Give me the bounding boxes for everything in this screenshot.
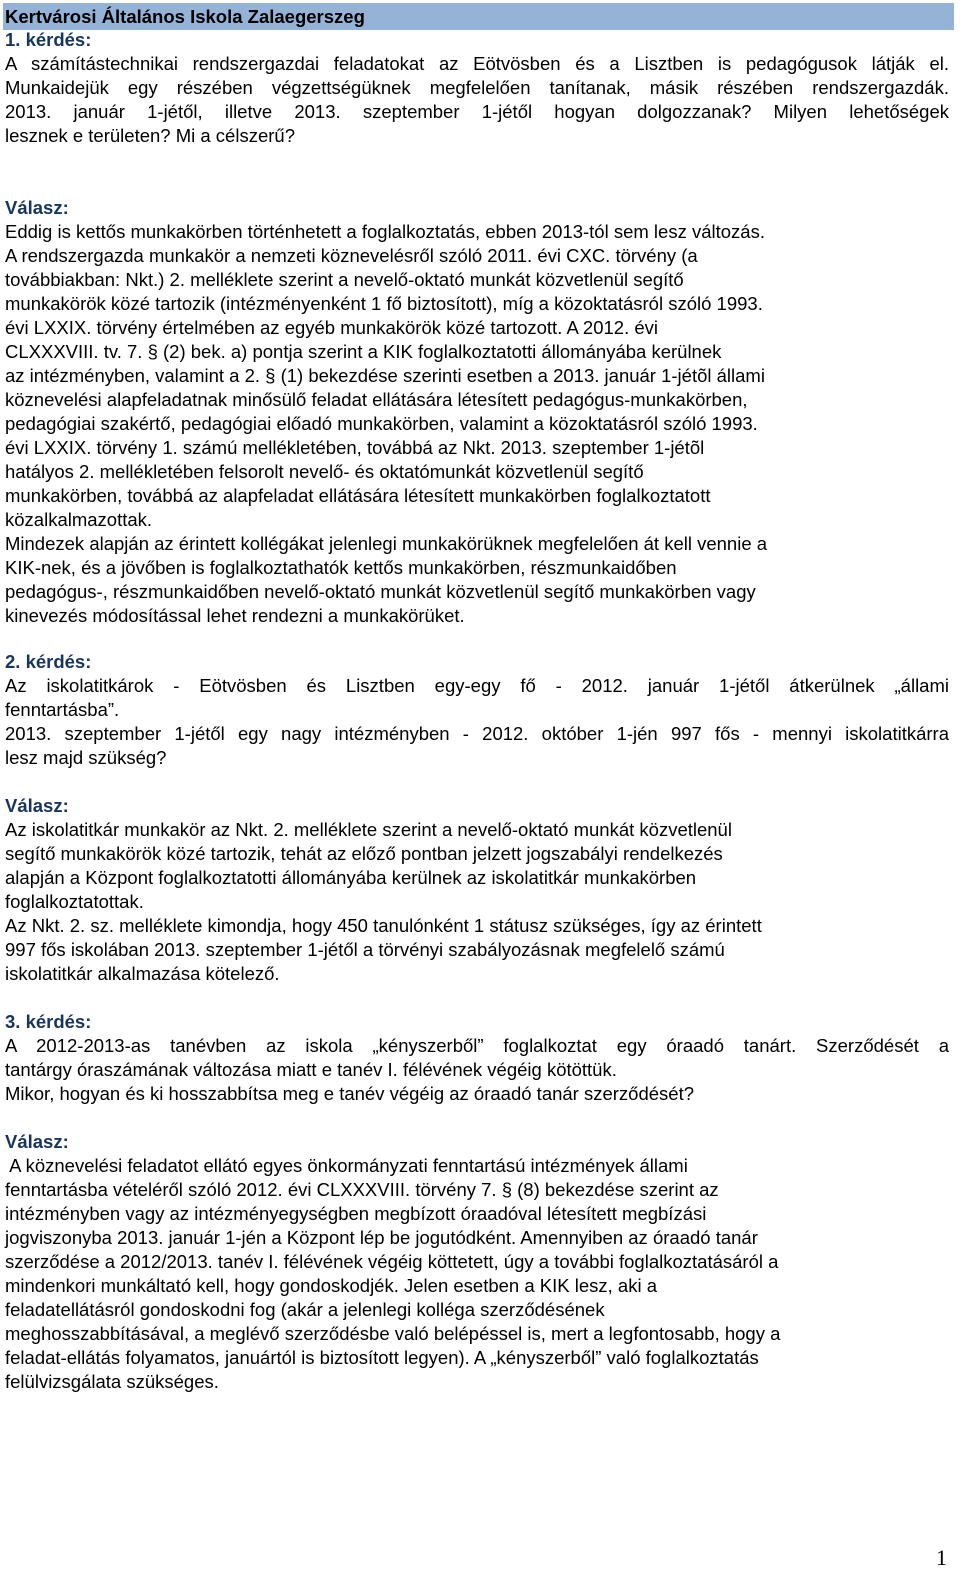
q3-answer-label: Válasz: (5, 1131, 69, 1152)
q2-answer-label: Válasz: (5, 795, 69, 816)
q1-answer-line: pedagógus-, részmunkaidőben nevelő-oktató munkát közvetlenül segítő munkakörben vagy (5, 581, 756, 602)
q1-answer-line: CLXXXVIII. tv. 7. § (2) bek. a) pontja szerint a KIK foglalkoztatotti állományába kerülnek (5, 341, 722, 362)
q1-question-line: Munkaidejük egy részében végzettségüknek megfelelően tanítanak, másik részében rendszergazdák. (5, 77, 949, 98)
q2-label: 2. kérdés: (5, 651, 92, 672)
q3-answer-line: fenntartásba vételéről szóló 2012. évi CLXXXVIII. törvény 7. § (8) bekezdése szerint az (5, 1179, 719, 1200)
page-number: 1 (936, 1545, 947, 1570)
q1-answer-line: hatályos 2. mellékletében felsorolt nevelő- és oktatómunkát közvetlenül segítő (5, 461, 644, 482)
q2-answer-line: foglalkoztatottak. (5, 891, 144, 912)
q1-answer-line: A rendszergazda munkakör a nemzeti köznevelésről szóló 2011. évi CXC. törvény (a (5, 245, 698, 266)
q3-question-line: tantárgy óraszámának változása miatt e tanév I. félévének végéig kötöttük. (5, 1059, 617, 1080)
q2-answer-line: iskolatitkár alkalmazása kötelező. (5, 963, 280, 984)
q1-question-block (5, 28, 949, 148)
q3-question-block (5, 1010, 949, 1106)
q2-answer-line: 997 fős iskolában 2013. szeptember 1-jétől a törvényi szabályozásnak megfelelő számú (5, 939, 725, 960)
q1-answer-line: köznevelési alapfeladatnak minősülő feladat ellátására létesített pedagógus-munkakörben, (5, 389, 748, 410)
q2-question-line: 2013. szeptember 1-jétől egy nagy intézményben - 2012. október 1-jén 997 fős - mennyi iskolatitkárra (5, 723, 949, 744)
q2-question-line: lesz majd szükség? (5, 747, 167, 768)
q1-answer-line: munkakörben, továbbá az alapfeladat ellátására létesített munkakörben foglalkoztatott (5, 485, 711, 506)
q2-question-line: fenntartásba”. (5, 699, 120, 720)
q1-answer-line: Mindezek alapján az érintett kollégákat jelenlegi munkakörüknek megfelelően át kell vennie a (5, 533, 768, 554)
q3-question-line: Mikor, hogyan és ki hosszabbítsa meg e tanév végéig az óraadó tanár szerződését? (5, 1083, 695, 1104)
q1-answer-line: kinevezés módosítással lehet rendezni a munkakörüket. (5, 605, 465, 626)
q1-answer-line: évi LXXIX. törvény 1. számú mellékletében, továbbá az Nkt. 2013. szeptember 1-jétõl (5, 437, 705, 458)
q3-answer-line: felülvizsgálata szükséges. (5, 1371, 219, 1392)
q3-answer-line: szerződése a 2012/2013. tanév I. félévének végéig köttetett, úgy a további foglalkoztatásáról a (5, 1251, 779, 1272)
q3-answer-line: intézményben vagy az intézményegységben megbízott óraadóval létesített megbízási (5, 1203, 707, 1224)
q3-label: 3. kérdés: (5, 1011, 92, 1032)
q1-answer-label: Válasz: (5, 197, 69, 218)
q3-question-line: A 2012-2013-as tanévben az iskola „kényszerből” foglalkoztat egy óraadó tanárt. Szerződését a (5, 1035, 949, 1056)
q1-answer-block (5, 196, 949, 628)
q3-answer-block (5, 1130, 949, 1394)
q2-answer-line: segítő munkakörök közé tartozik, tehát az előző pontban jelzett jogszabályi rendelkezés (5, 843, 723, 864)
q1-answer-line: KIK-nek, és a jövőben is foglalkoztathatók kettős munkakörben, részmunkaidőben (5, 557, 677, 578)
q2-question-block (5, 650, 949, 770)
school-name-heading: Kertvárosi Általános Iskola Zalaegerszeg (5, 6, 365, 27)
q1-answer-line: Eddig is kettős munkakörben történhetett a foglalkoztatás, ebben 2013-tól sem lesz változás. (5, 221, 765, 242)
q1-label: 1. kérdés: (5, 29, 92, 50)
q1-answer-line: pedagógiai szakértő, pedagógiai előadó munkakörben, valamint a közoktatásról szóló 1993. (5, 413, 758, 434)
q3-answer-line: A köznevelési feladatot ellátó egyes önkormányzati fenntartású intézmények állami (5, 1155, 688, 1176)
q1-question-line: lesznek e területen? Mi a célszerű? (5, 125, 295, 146)
q1-answer-line: közalkalmazottak. (5, 509, 153, 530)
q1-question-line: A számítástechnikai rendszergazdai feladatokat az Eötvösben és a Lisztben is pedagógusok látják el. (5, 53, 949, 74)
q3-answer-line: feladatellátásról gondoskodni fog (akár a jelenlegi kolléga szerződésének (5, 1299, 605, 1320)
q1-answer-line: továbbiakban: Nkt.) 2. melléklete szerint a nevelő-oktató munkát közvetlenül segítő (5, 269, 684, 290)
q1-answer-line: az intézményben, valamint a 2. § (1) bekezdése szerinti esetben a 2013. január 1-jétõl állami (5, 365, 765, 386)
q1-answer-line: munkakörök közé tartozik (intézményenként 1 fő biztosított), míg a közoktatásról szóló 1993. (5, 293, 763, 314)
q2-answer-line: alapján a Központ foglalkoztatotti állományába kerülnek az iskolatitkár munkakörben (5, 867, 697, 888)
q2-answer-line: Az iskolatitkár munkakör az Nkt. 2. melléklete szerint a nevelő-oktató munkát közvetlenül (5, 819, 732, 840)
q3-answer-line: feladat-ellátás folyamatos, januártól is biztosított legyen). A „kényszerből” való foglalkoztatás (5, 1347, 759, 1368)
q1-question-line: 2013. január 1-jétől, illetve 2013. szeptember 1-jétől hogyan dolgozzanak? Milyen lehetőségek (5, 101, 949, 122)
q2-question-line: Az iskolatitkárok - Eötvösben és Lisztben egy-egy fő - 2012. január 1-jétől átkerülnek „állami (5, 675, 949, 696)
q1-answer-line: évi LXXIX. törvény értelmében az egyéb munkakörök közé tartozott. A 2012. évi (5, 317, 659, 338)
q3-answer-line: mindenkori munkáltató kell, hogy gondoskodjék. Jelen esetben a KIK lesz, aki a (5, 1275, 657, 1296)
q3-answer-line: jogviszonyba 2013. január 1-jén a Központ lép be jogutódként. Amennyiben az óraadó tanár (5, 1227, 758, 1248)
q2-answer-block (5, 794, 949, 986)
document-header-bar (3, 3, 954, 30)
q3-answer-line: meghosszabbításával, a meglévő szerződésbe való belépéssel is, mert a legfontosabb, hogy a (5, 1323, 781, 1344)
q2-answer-line: Az Nkt. 2. sz. melléklete kimondja, hogy 450 tanulónként 1 státusz szükséges, így az érintett (5, 915, 762, 936)
